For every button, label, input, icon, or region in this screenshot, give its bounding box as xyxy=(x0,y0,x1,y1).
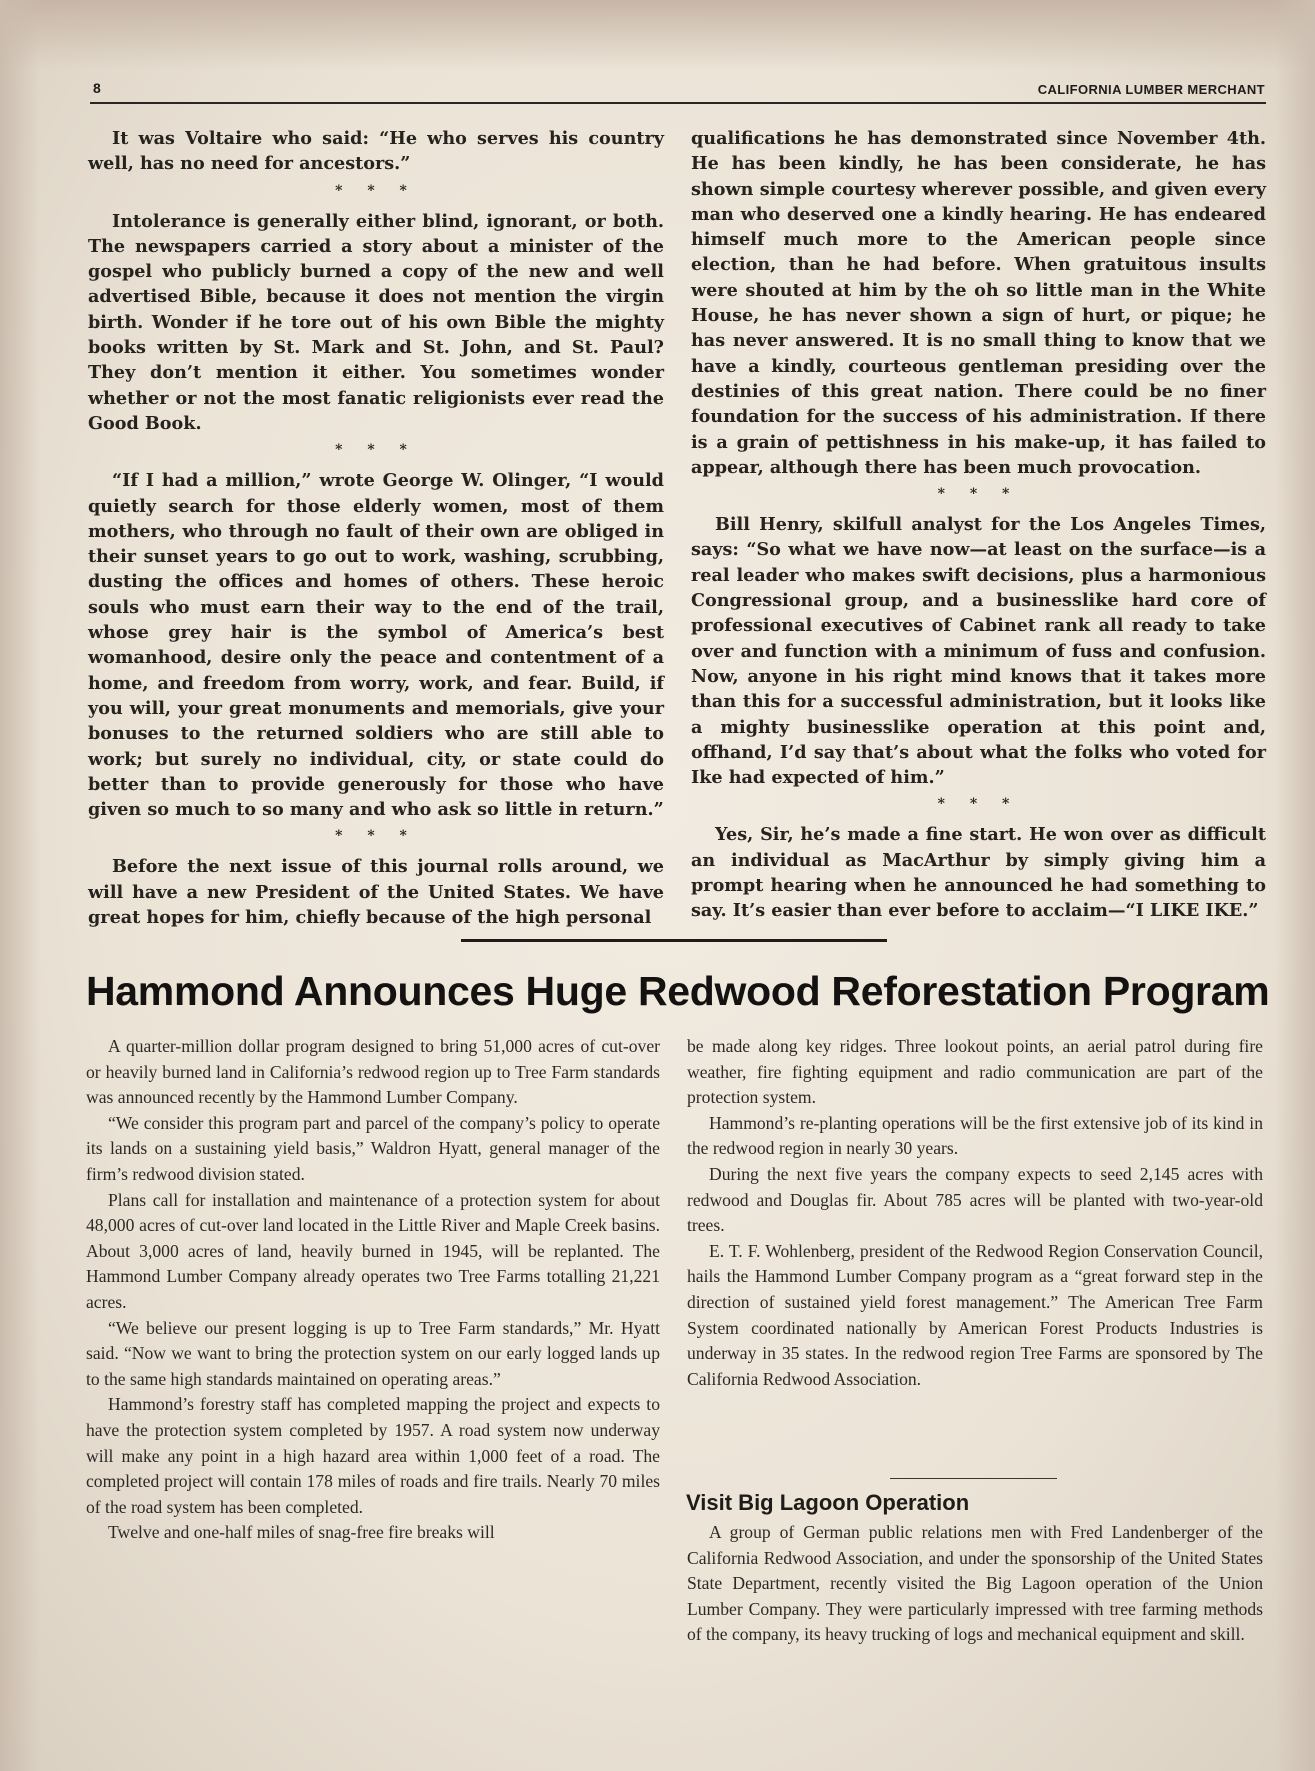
page-number: 8 xyxy=(93,80,101,96)
paragraph: Plans call for installation and maintenance of a protection system for about 48,000 acres of cut-over land located in the Little River and Maple Creek basins. About 3,000 acres of land, heavily burned in 1945, will be replanted. The Hammond Lumber Company already operates two Tree Farms totalling 21,221 acres. xyxy=(86,1189,660,1312)
sidebar-headline: Visit Big Lagoon Operation xyxy=(686,1490,970,1515)
sidebar-divider xyxy=(890,1478,1057,1479)
separator-stars: * * * xyxy=(937,486,1020,503)
paragraph: be made along key ridges. Three lookout points, an aerial patrol during fire weather, fire fighting equipment and radio communication are part of the protection system. xyxy=(687,1036,1263,1108)
paragraph: It was Voltaire who said: “He who serves his country well, has no need for ancestors.” xyxy=(88,128,664,175)
page-edge-right xyxy=(1275,0,1315,1771)
paragraph: Twelve and one-half miles of snag-free fire breaks will xyxy=(108,1522,495,1543)
publication-title: CALIFORNIA LUMBER MERCHANT xyxy=(1037,82,1265,97)
separator-stars: * * * xyxy=(335,182,417,199)
section-divider xyxy=(461,939,887,942)
article-column-left xyxy=(86,1034,660,1546)
paragraph: A group of German public relations men with Fred Landenberger of the California Redwood Association, and under the sponsorship of the United States State Department, recently visited the Big Lagoon operation of the Union Lumber Company. They were particularly impressed with tree farming methods of the company, its heavy trucking of logs and mechanical equipment and skill. xyxy=(687,1522,1263,1645)
article-column-right xyxy=(687,1034,1263,1392)
separator-stars: * * * xyxy=(937,796,1020,813)
page-edge-left xyxy=(0,0,40,1771)
paragraph: qualifications he has demonstrated since November 4th. He has been kindly, he has been considerate, he has shown simple courtesy wherever possible, and given every man who deserved one a kindly hearing. He has endeared himself much more to the American people since election, than he had before. When gratuitous insults were shouted at him by the oh so little man in the White House, he has never shown a sign of hurt, or pique; he has never answered. It is no small thing to know that we have a kindly, courteous gentleman presiding over the destinies of this great nation. There could be no finer foundation for the success of his administration. If there is a grain of pettishness in his make-up, it has failed to appear, although there has been much provocation. xyxy=(691,128,1266,478)
separator-stars: * * * xyxy=(335,828,417,845)
paragraph: Intolerance is generally either blind, ignorant, or both. The newspapers carried a story about a minister of the gospel who publicly burned a copy of the new and well advertised Bible, because it does not mention the virgin birth. Wonder if he tore out of his own Bible the mighty books written by St. Mark and St. John, and St. Paul? They don’t mention it either. You sometimes wonder whether or not the most fanatic religionists ever read the Good Book. xyxy=(88,210,664,434)
paragraph: Hammond’s re-planting operations will be the first extensive job of its kind in the redwood region in nearly 30 years. xyxy=(687,1112,1263,1159)
paragraph: Yes, Sir, he’s made a fine start. He won over as difficult an individual as MacArthur by simply giving him a prompt hearing when he announced he had something to say. It’s easier than ever before to acclaim—“I LIKE IKE.” xyxy=(691,824,1266,922)
page-edge-top xyxy=(0,0,1315,70)
paragraph: “We believe our present logging is up to Tree Farm standards,” Mr. Hyatt said. “Now we want to bring the protection system on our early logged lands up to the same high standards maintained on operating areas.” xyxy=(86,1317,660,1389)
separator-stars: * * * xyxy=(335,442,417,459)
paragraph: “If I had a million,” wrote George W. Olinger, “I would quietly search for those elderly women, most of them mothers, who through no fault of their own are obliged in their sunset years to go out to work, washing, scrubbing, dusting the offices and homes of others. These heroic souls who must earn their way to the end of the trail, whose grey hair is the symbol of America’s best womanhood, desire only the peace and contentment of a home, and freedom from worry, work, and fear. Build, if you will, your great monuments and memorials, give your bonuses to the returned soldiers who are still able to work; but surely no individual, city, or state could do better than to provide generously for those who have given so much to so many and who ask so little in return.” xyxy=(88,470,664,821)
sidebar-article-body xyxy=(687,1520,1263,1648)
article-headline: Hammond Announces Huge Redwood Reforestation Program xyxy=(86,968,1270,1014)
paragraph: Before the next issue of this journal rolls around, we will have a new President of the United States. We have great hopes for him, chiefly because of the high personal xyxy=(88,856,664,929)
editorial-column-left xyxy=(88,126,664,930)
paragraph: “We consider this program part and parcel of the company’s policy to operate its lands on a sustaining yield basis,” Waldron Hyatt, general manager of the firm’s redwood division stated. xyxy=(86,1112,660,1184)
header-rule xyxy=(90,102,1266,104)
paragraph: During the next five years the company expects to seed 2,145 acres with redwood and Douglas fir. About 785 acres will be planted with two-year-old trees. xyxy=(687,1163,1263,1236)
paragraph: Bill Henry, skilfull analyst for the Los Angeles Times, says: “So what we have now—at least on the surface—is a real leader who makes swift decisions, plus a harmonious Congressional group, and a businesslike hard core of professional executives of Cabinet rank all ready to take over and function with a minimum of fuss and confusion. Now, anyone in his right mind knows that it takes more than this for a successful administration, but it looks like a mighty businesslike operation at this point and, offhand, I’d say that’s about what the folks who voted for Ike had expected of him.” xyxy=(691,514,1266,789)
paragraph: E. T. F. Wohlenberg, president of the Redwood Region Conservation Council, hails the Hammond Lumber Company program as a “great forward step in the direction of sustained yield forest management.” The American Tree Farm System coordinated nationally by American Forest Products Industries is underway in 35 states. In the redwood region Tree Farms are sponsored by The California Redwood Association. xyxy=(687,1240,1263,1389)
editorial-column-right xyxy=(691,126,1266,924)
paragraph: Hammond’s forestry staff has completed mapping the project and expects to have the protection system completed by 1957. A road system now underway will make any point in a high hazard area within 1,000 feet of a road. The completed project will contain 178 miles of roads and fire trails. Nearly 70 miles of the road system has been completed. xyxy=(86,1394,660,1517)
paragraph: A quarter-million dollar program designed to bring 51,000 acres of cut-over or heavily burned land in California’s redwood region up to Tree Farm standards was announced recently by the Hammond Lumber Company. xyxy=(86,1036,660,1108)
